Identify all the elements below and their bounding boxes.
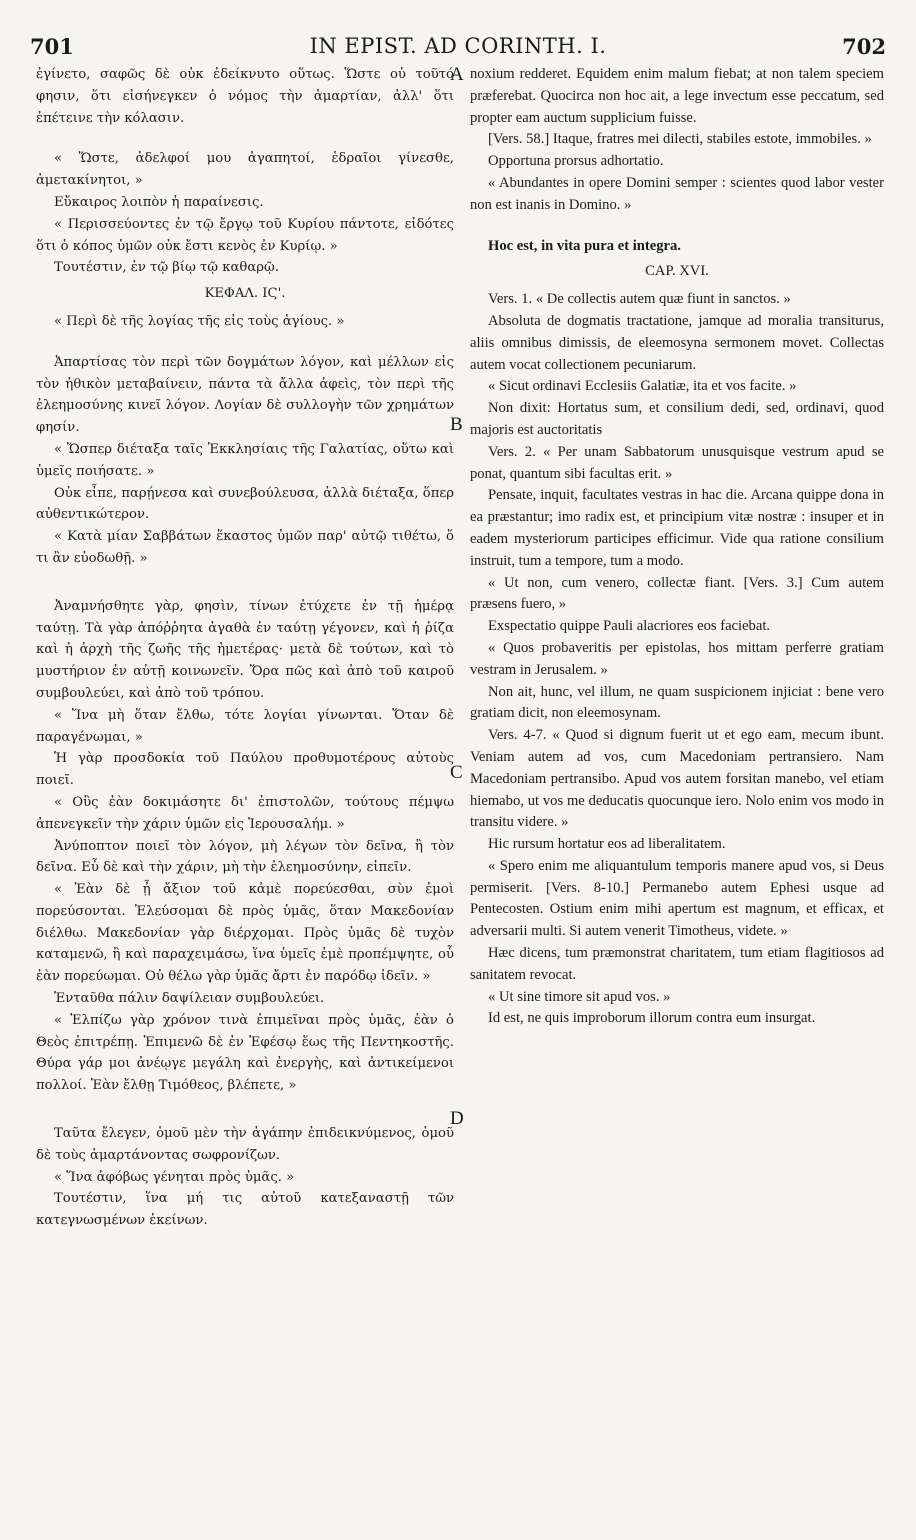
greek-column bbox=[36, 64, 454, 1232]
latin-paragraph: Absoluta de dogmatis tractatione, jamque ad moralia transiturus, aliis omnibus dimissis, de eleemosyna sermonem movet. Collectas autem vocat collectionem pecuniarum. bbox=[470, 312, 884, 373]
greek-paragraph: « Ἵνα ἀφόβως γένηται πρὸς ὑμᾶς. » bbox=[54, 1169, 295, 1185]
latin-paragraph: Non ait, hunc, vel illum, ne quam suspicionem injiciat : bene vero gratiam dicit, non eleemosynam. bbox=[470, 683, 884, 722]
latin-paragraph: Hæc dicens, tum præmonstrat charitatem, tum etiam flagitiosos ad sanitatem revocat. bbox=[470, 945, 884, 983]
margin-letter-c: C bbox=[450, 762, 463, 783]
running-title: IN EPIST. AD CORINTH. I. bbox=[309, 34, 607, 58]
latin-paragraph: Vers. 1. « De collectis autem quæ fiunt in sanctos. » bbox=[488, 291, 791, 308]
latin-paragraph: Non dixit: Hortatus sum, et consilium dedi, sed, ordinavi, quod majoris est auctoritatis bbox=[470, 400, 884, 438]
latin-paragraph: Opportuna prorsus adhortatio. bbox=[488, 153, 664, 170]
margin-letter-d: D bbox=[450, 1108, 464, 1129]
greek-paragraph: Ταῦτα ἔλεγεν, ὁμοῦ μὲν τὴν ἀγάπην ἐπιδεικνύμενος, ὁμοῦ δὲ τοὺς ἁμαρτάνοντας σωφρονίζων. bbox=[36, 1126, 454, 1163]
latin-paragraph: Hoc est, in vita pura et integra. bbox=[488, 237, 681, 254]
latin-paragraph: « Abundantes in opere Domini semper : scientes quod labor vester non est inanis in Domino. » bbox=[470, 174, 884, 213]
latin-paragraph: Vers. 4-7. « Quod si dignum fuerit ut et ego eam, mecum ibunt. Veniam autem ad vos, cum Macedoniam pertransiero. Nam Macedoniam pertransibo. Apud vos autem forsitan manebo, vel etiam hiemabo, ut vos me deducatis quocunque iero. Nolo enim vos modo in transitu videre. » bbox=[470, 727, 884, 831]
chapter-heading-greek: ΚΕΦΑΛ. ΙϚ'. bbox=[204, 286, 286, 302]
greek-paragraph: Οὐκ εἶπε, παρῄνεσα καὶ συνεβούλευσα, ἀλλὰ διέταξα, ὅπερ αὐθεντικώτερον. bbox=[36, 485, 454, 523]
latin-paragraph: « Sicut ordinavi Ecclesiis Galatiæ, ita et vos facite. » bbox=[488, 378, 797, 395]
greek-paragraph: « Ὥστε, ἀδελφοί μου ἀγαπητοί, ἑδραῖοι γίνεσθε, ἀμετακίνητοι, » bbox=[36, 151, 454, 189]
page-number-left: 701 bbox=[30, 34, 74, 59]
greek-paragraph: Ἀνύποπτον ποιεῖ τὸν λόγον, μὴ λέγων τὸν δεῖνα, ἢ τὸν δεῖνα. Εὖ δὲ καὶ τὴν χάριν, μὴ τὴν ἐλεημοσύνην, εἰπεῖν. bbox=[36, 838, 454, 876]
greek-paragraph: « Περὶ δὲ τῆς λογίας τῆς εἰς τοὺς ἁγίους. » bbox=[54, 313, 345, 329]
greek-paragraph: « Περισσεύοντες ἐν τῷ ἔργῳ τοῦ Κυρίου πάντοτε, εἰδότες ὅτι ὁ κόπος ὑμῶν οὐκ ἔστι κενὸς ἐν Κυρίῳ. » bbox=[36, 216, 454, 254]
latin-paragraph: « Spero enim me aliquantulum temporis manere apud vos, si Deus permiserit. [Vers. 8-10.] Permanebo autem Ephesi usque ad Pentecosten. Ostium enim mihi apertum est magnum, et efficax, et adversarii multi. Si autem venerit Timotheus, videte. » bbox=[470, 857, 884, 940]
latin-paragraph: Vers. 2. « Per unam Sabbatorum unusquisque vestrum apud se ponat, quantum sibi facultas erit. » bbox=[470, 443, 884, 482]
latin-paragraph: Exspectatio quippe Pauli alacriores eos faciebat. bbox=[488, 618, 771, 635]
latin-paragraph: « Ut sine timore sit apud vos. » bbox=[488, 988, 671, 1005]
latin-paragraph: Hic rursum hortatur eos ad liberalitatem. bbox=[488, 836, 726, 853]
latin-paragraph: Id est, ne quis improborum illorum contra eum insurgat. bbox=[488, 1010, 816, 1027]
latin-paragraph: « Quos probaveritis per epistolas, hos mittam perferre gratiam vestram in Jerusalem. » bbox=[470, 639, 884, 678]
latin-paragraph: Pensate, inquit, facultates vestras in hac die. Arcana quippe dona in ea præstantur; imo radix est, et principium vitæ nostræ : insuper et in eadem mysteriorum participes efficimur. Vide qua ratione consilium instruit, tum a tempore, tum a modo. bbox=[470, 487, 884, 569]
greek-paragraph: « Ἐλπίζω γὰρ χρόνον τινὰ ἐπιμεῖναι πρὸς ὑμᾶς, ἐὰν ὁ Θεὸς ἐπιτρέπῃ. Ἐπιμενῶ δὲ ἐν Ἐφέσῳ ἕως τῆς Πεντηκοστῆς. Θύρα γάρ μοι ἀνέῳγε μεγάλη καὶ ἐνεργὴς, καὶ ἀντικείμενοι πολλοί. Ἐὰν ἔλθῃ Τιμόθεος, βλέπετε, » bbox=[36, 1012, 454, 1094]
greek-paragraph: « Κατὰ μίαν Σαββάτων ἕκαστος ὑμῶν παρ' αὐτῷ τιθέτω, ὅ τι ἂν εὐοδωθῇ. » bbox=[36, 529, 454, 566]
margin-letter-b: B bbox=[450, 414, 463, 435]
page-header bbox=[30, 34, 886, 60]
latin-column bbox=[470, 64, 884, 1030]
greek-paragraph: Ἀπαρτίσας τὸν περὶ τῶν δογμάτων λόγον, καὶ μέλλων εἰς τὸν ἠθικὸν μεταβαίνειν, πάντα τὰ ἄλλα ἀφεὶς, τὸν περὶ τῆς ἐλεημοσύνης κινεῖ λόγον. Λογίαν δὲ συλλογὴν τῶν χρημάτων φησίν. bbox=[36, 354, 454, 436]
greek-paragraph: « Ὥσπερ διέταξα ταῖς Ἐκκλησίαις τῆς Γαλατίας, οὕτω καὶ ὑμεῖς ποιήσατε. » bbox=[36, 441, 454, 479]
chapter-heading-latin: CAP. XVI. bbox=[645, 263, 709, 280]
greek-paragraph: Τουτέστιν, ἐν τῷ βίῳ τῷ καθαρῷ. bbox=[54, 260, 279, 276]
greek-paragraph: Ἡ γὰρ προσδοκία τοῦ Παύλου προθυμοτέρους αὐτοὺς ποιεῖ. bbox=[36, 751, 454, 789]
page-number-right: 702 bbox=[842, 34, 886, 59]
latin-paragraph: [Vers. 58.] Itaque, fratres mei dilecti, stabiles estote, immobiles. » bbox=[488, 131, 872, 148]
greek-paragraph: Τουτέστιν, ἵνα μή τις αὐτοῦ κατεξαναστῇ τῶν κατεγνωσμένων ἐκείνων. bbox=[36, 1191, 454, 1229]
greek-paragraph: ἐγίνετο, σαφῶς δὲ οὐκ ἐδείκνυτο οὕτως. Ὥστε οὐ τοῦτό φησιν, ὅτι εἰσήνεγκεν ὁ νόμος τὴν ἁμαρτίαν, ἀλλ' ὅτι ἐπέτεινε τὴν κόλασιν. bbox=[36, 67, 454, 126]
greek-paragraph: Εὔκαιρος λοιπὸν ἡ παραίνεσις. bbox=[54, 194, 264, 210]
latin-paragraph: « Ut non, cum venero, collectæ fiant. [Vers. 3.] Cum autem præsens fuero, » bbox=[470, 574, 884, 613]
greek-paragraph: Ἐνταῦθα πάλιν δαψίλειαν συμβουλεύει. bbox=[54, 991, 325, 1007]
greek-paragraph: « Ἵνα μὴ ὅταν ἔλθω, τότε λογίαι γίνωνται. Ὅταν δὲ παραγένωμαι, » bbox=[36, 707, 454, 745]
greek-paragraph: « Ἐὰν δὲ ᾖ ἄξιον τοῦ κἀμὲ πορεύεσθαι, σὺν ἐμοὶ πορεύσονται. Ἐλεύσομαι δὲ πρὸς ὑμᾶς, ὅταν Μακεδονίαν διέλθω. Μακεδονίαν γὰρ διέρχομαι. Πρὸς ὑμᾶς δὲ τυχὸν καταμενῶ, ἢ καὶ παραχειμάσω, ἵνα ὑμεῖς ἐμὲ προπέμψητε, οὗ ἐὰν πορεύωμαι. Οὐ θέλω γὰρ ὑμᾶς ἄρτι ἐν παρόδῳ ἰδεῖν. » bbox=[36, 882, 454, 985]
greek-paragraph: Ἀναμνήσθητε γὰρ, φησὶν, τίνων ἐτύχετε ἐν τῇ ἡμέρᾳ ταύτῃ. Τὰ γὰρ ἀπόῤῥητα ἀγαθὰ ἐν ταύτῃ γέγονεν, καὶ ἡ ῥίζα καὶ ἡ ἀρχὴ τῆς ζωῆς τῆς ἡμετέρας· μετὰ δὲ τούτων, καὶ τὸ μυστήριον ἐν αὐτῇ κοινωνεῖν. Ὅρα πῶς καὶ ἀπὸ τοῦ καιροῦ συμβουλεύει, καὶ ἀπὸ τοῦ τρόπου. bbox=[36, 598, 454, 701]
margin-letter-a: A bbox=[450, 64, 464, 85]
greek-paragraph: « Οὓς ἐὰν δοκιμάσητε δι' ἐπιστολῶν, τούτους πέμψω ἀπενεγκεῖν τὴν χάριν ὑμῶν εἰς Ἱερουσαλήμ. » bbox=[36, 794, 454, 832]
latin-paragraph: noxium redderet. Equidem enim malum fiebat; at non talem speciem præferebat. Quocirca non hoc ait, a lege invectum esse peccatum, sed propter eam auctum supplicium fuisse. bbox=[470, 66, 884, 126]
